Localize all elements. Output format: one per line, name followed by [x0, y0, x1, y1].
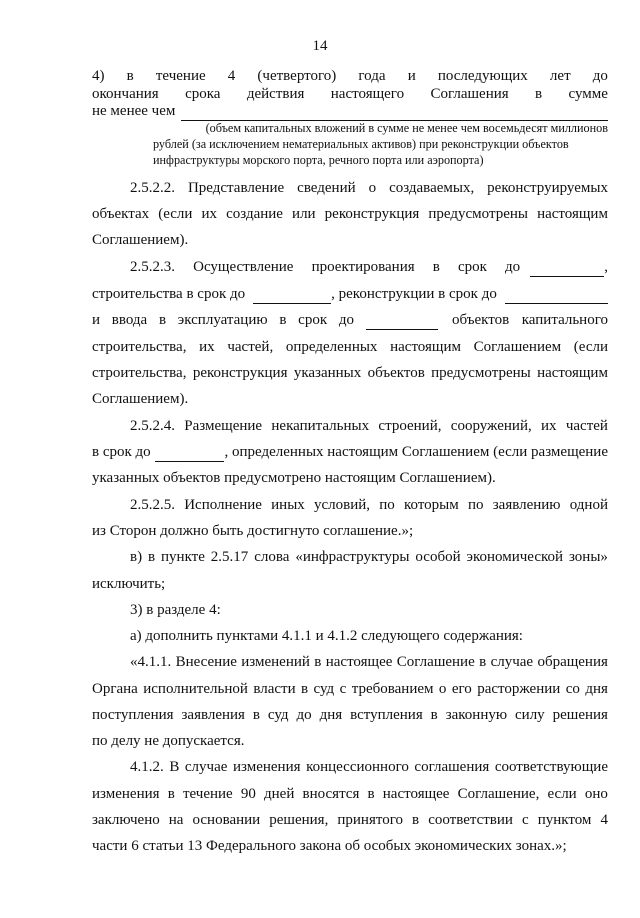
- word: решения,: [269, 812, 329, 828]
- word: срока: [185, 86, 221, 102]
- word: года: [358, 68, 386, 84]
- word: настоящее: [382, 786, 450, 802]
- item4-line3-label: не менее чем: [92, 103, 176, 119]
- word: окончания: [92, 86, 159, 102]
- word: изменений: [241, 654, 310, 670]
- word: создание: [226, 206, 283, 222]
- p2524-line2: [92, 442, 608, 462]
- placement-deadline-blank: [155, 447, 225, 462]
- word: обращения: [537, 654, 608, 670]
- p2523-line3-words: [92, 310, 354, 330]
- word: которым: [404, 497, 459, 513]
- word: о: [438, 681, 447, 697]
- word: Органа: [92, 681, 138, 697]
- p412-line2: [92, 784, 608, 804]
- word: 2.5.2.5.: [130, 497, 175, 513]
- p2525-line1: [130, 495, 608, 515]
- word: настоящее: [325, 654, 393, 670]
- word: строительства,: [92, 365, 187, 381]
- word: ввода: [111, 312, 148, 328]
- p2523-line2: [92, 284, 608, 304]
- word: поступления: [92, 707, 174, 723]
- p412-line4: части 6 статьи 13 Федерального закона об особых экономических зонах.»;: [92, 838, 567, 854]
- p2524-line2-b: , определенных настоящим Соглашением (если размещение: [224, 444, 608, 460]
- word: 2.5.2.2.: [130, 180, 175, 196]
- word: случае: [490, 654, 534, 670]
- word: и: [92, 312, 101, 328]
- p411-line3: [92, 705, 608, 725]
- word: настоящего: [330, 86, 405, 102]
- commissioning-deadline-blank: [366, 315, 438, 330]
- p411-line4: по делу не допускается.: [92, 733, 245, 749]
- word: Внесение: [175, 654, 237, 670]
- word: Соглашение: [396, 654, 475, 670]
- word: до: [338, 312, 354, 328]
- word: течение: [182, 786, 233, 802]
- word: Соглашение,: [457, 786, 540, 802]
- word: (если: [573, 339, 608, 355]
- word: в: [314, 654, 322, 670]
- word: дней: [264, 786, 295, 802]
- word: реконструкция: [192, 365, 288, 381]
- word: экономической: [466, 549, 564, 565]
- word: власти: [253, 681, 296, 697]
- word: «инфраструктуры: [295, 549, 410, 565]
- word: соглашения: [414, 759, 490, 775]
- word: лет: [549, 68, 571, 84]
- word: 4.1.2.: [130, 759, 164, 775]
- word: принятого: [337, 812, 403, 828]
- word: исполнительной: [143, 681, 248, 697]
- p2523-line1: [130, 257, 608, 277]
- word: объектов: [367, 365, 425, 381]
- word: Осуществление: [193, 259, 294, 275]
- word: в): [130, 549, 143, 565]
- word: реконструируемых: [487, 180, 608, 196]
- p2522-line1: [130, 178, 608, 198]
- p2524-line1: [130, 416, 608, 436]
- item-v-line1: [130, 547, 608, 567]
- p2522-line2: [92, 204, 608, 224]
- p412-line3: [92, 810, 608, 830]
- p2525-line2: из Сторон должно быть достигнуто соглашение.»;: [92, 523, 414, 539]
- word: 2.5.2.3.: [130, 259, 175, 275]
- p2522-line3: Соглашением).: [92, 232, 189, 248]
- word: на: [168, 812, 184, 828]
- reconstruction-deadline-blank: [505, 289, 608, 304]
- design-deadline-blank: [530, 262, 604, 277]
- word: в: [279, 312, 287, 328]
- word: в: [126, 68, 134, 84]
- p411-line2: [92, 679, 608, 699]
- word: Представление: [187, 180, 285, 196]
- word: в: [301, 681, 309, 697]
- word: строений,: [378, 418, 442, 434]
- word: Соглашения: [430, 86, 509, 102]
- word: о: [368, 180, 377, 196]
- word: дня: [319, 707, 343, 723]
- word: в: [430, 707, 438, 723]
- word: эксплуатацию: [177, 312, 268, 328]
- p2523-line2-a: строительства в срок до: [92, 286, 246, 302]
- p2523-line6: Соглашением).: [92, 391, 189, 407]
- word: 2.5.2.4.: [130, 418, 175, 434]
- word: расторжении: [477, 681, 561, 697]
- p2524-line2-a: в срок до: [92, 444, 151, 460]
- word: последующих: [437, 68, 528, 84]
- word: основании: [192, 812, 261, 828]
- word: заявления: [181, 707, 245, 723]
- p411-line1: [130, 652, 608, 672]
- word: пункте: [161, 549, 205, 565]
- word: их: [541, 418, 557, 434]
- word: частей: [565, 418, 608, 434]
- word: течение: [155, 68, 206, 84]
- word: до: [505, 259, 521, 275]
- word: сооружений,: [450, 418, 532, 434]
- word: условий,: [314, 497, 371, 513]
- word: в: [412, 812, 420, 828]
- item4-note-line3: инфраструктуры морского порта, речного порта или аэропорта): [153, 153, 484, 167]
- p2523-line4: [92, 337, 608, 357]
- p2523-line1-words: [130, 257, 520, 277]
- word: его: [451, 681, 472, 697]
- word: особой: [415, 549, 461, 565]
- word: создаваемых,: [389, 180, 475, 196]
- word: в: [148, 549, 156, 565]
- word: силу: [515, 707, 545, 723]
- word: срок: [457, 259, 487, 275]
- word: некапитальных: [271, 418, 370, 434]
- word: зоны»: [568, 549, 608, 565]
- p412-line1: [130, 757, 608, 777]
- word: в: [479, 654, 487, 670]
- word: 4: [227, 68, 236, 84]
- item4-line1: [92, 66, 608, 86]
- word: суд: [313, 681, 335, 697]
- item4-note-line2: рублей (за исключением нематериальных активов) при реконструкции объектов: [153, 137, 569, 151]
- word: в: [158, 312, 167, 328]
- word: заявлению: [492, 497, 561, 513]
- p2524-line3: указанных объектов предусмотрено настоящим Соглашением).: [92, 470, 496, 486]
- word: 2.5.17: [210, 549, 249, 565]
- word: Исполнение: [184, 497, 262, 513]
- item4-line3: [92, 101, 608, 121]
- word: в: [367, 786, 375, 802]
- word: (если: [158, 206, 193, 222]
- word: (четвертого): [257, 68, 337, 84]
- word: законную: [445, 707, 508, 723]
- p2523-line3: [92, 310, 608, 330]
- word: в: [535, 86, 543, 102]
- word: сумме: [568, 86, 608, 102]
- word: по: [467, 497, 484, 513]
- word: проектирования: [311, 259, 415, 275]
- word: по: [379, 497, 395, 513]
- word: до: [296, 707, 312, 723]
- word: если: [547, 786, 577, 802]
- word: и: [407, 68, 416, 84]
- word: их: [201, 206, 218, 222]
- word: слова: [254, 549, 290, 565]
- word: действия: [246, 86, 305, 102]
- word: В: [169, 759, 180, 775]
- word: капитального: [521, 312, 608, 328]
- word: срок: [298, 312, 328, 328]
- word: пунктом: [537, 812, 592, 828]
- word: концессионного: [306, 759, 409, 775]
- word: оно: [584, 786, 608, 802]
- word: вступления: [350, 707, 423, 723]
- construction-deadline-blank: [253, 289, 331, 304]
- word: заключено: [92, 812, 160, 828]
- word: объектах: [92, 206, 150, 222]
- word: реконструкция: [324, 206, 420, 222]
- word: их: [199, 339, 215, 355]
- word: вносятся: [302, 786, 360, 802]
- word: суд: [267, 707, 289, 723]
- word: 4: [600, 812, 608, 828]
- item-a: а) дополнить пунктами 4.1.1 и 4.1.2 следующего содержания:: [130, 628, 523, 644]
- word: изменения: [92, 786, 160, 802]
- p2523-line5: [92, 363, 608, 383]
- word: настоящим: [390, 339, 461, 355]
- word: настоящим: [537, 206, 608, 222]
- word: с: [522, 812, 529, 828]
- word: объектов: [452, 312, 510, 328]
- word: или: [292, 206, 316, 222]
- word: указанных: [293, 365, 362, 381]
- word: строительства,: [92, 339, 187, 355]
- p2523-line3-b: [452, 310, 608, 330]
- word: со: [565, 681, 580, 697]
- page-number: 14: [312, 38, 328, 54]
- word: настоящим: [537, 365, 608, 381]
- word: предусмотрены: [428, 206, 528, 222]
- word: 4): [92, 68, 105, 84]
- word: решения: [552, 707, 608, 723]
- p2523-line1-tail: ,: [604, 259, 608, 275]
- word: Размещение: [184, 418, 263, 434]
- word: дня: [585, 681, 608, 697]
- word: частей,: [227, 339, 274, 355]
- item-v-line2: исключить;: [92, 576, 166, 592]
- word: в: [432, 259, 440, 275]
- word: предусмотрены: [431, 365, 531, 381]
- word: соответствии: [428, 812, 513, 828]
- word: с: [339, 681, 347, 697]
- item3: 3) в разделе 4:: [130, 602, 221, 618]
- word: до: [592, 68, 608, 84]
- word: в: [167, 786, 175, 802]
- word: в: [252, 707, 260, 723]
- word: сведений: [297, 180, 356, 196]
- word: требованием: [351, 681, 434, 697]
- word: Соглашением: [473, 339, 562, 355]
- p2523-line2-b: , реконструкции в срок до: [331, 286, 497, 302]
- word: определенных: [285, 339, 378, 355]
- word: 90: [240, 786, 256, 802]
- item4-note-line1: (объем капитальных вложений в сумме не менее чем восемьдесят миллионов: [205, 121, 608, 135]
- word: «4.1.1.: [130, 654, 172, 670]
- word: случае: [184, 759, 228, 775]
- word: изменения: [232, 759, 301, 775]
- word: иных: [271, 497, 305, 513]
- word: одной: [569, 497, 608, 513]
- word: соответствующие: [494, 759, 608, 775]
